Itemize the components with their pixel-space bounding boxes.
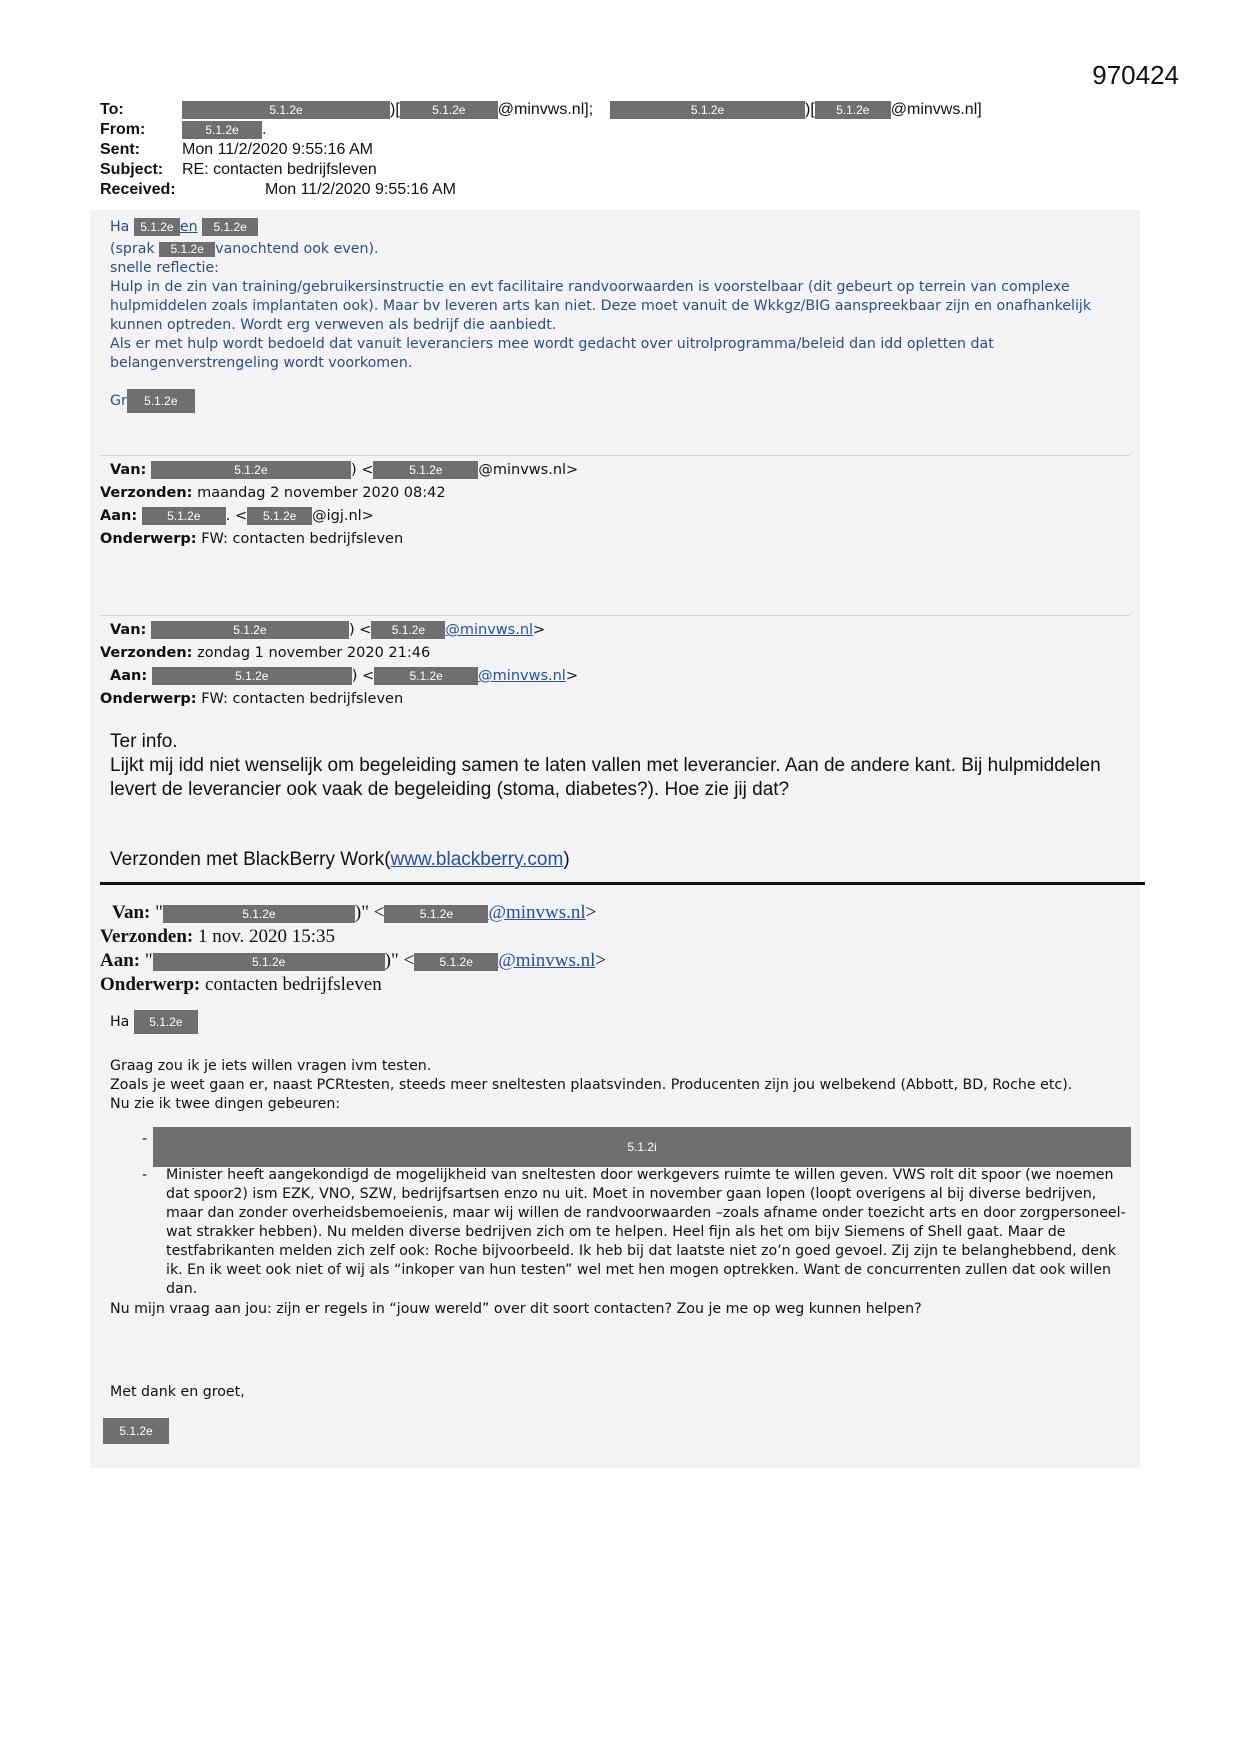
redaction: 5.1.2e [384,905,488,923]
redaction: 5.1.2e [373,461,478,479]
van-separator: )" < [354,902,385,923]
onderwerp-label: Onderwerp: [100,691,197,707]
from-label: From: [100,121,146,138]
fw2-aan [100,665,1130,688]
to-separator: )[ [805,101,815,118]
bullet-dash: - [142,1167,148,1183]
redaction: 5.1.2e [103,1418,169,1444]
redaction: 5.1.2e [202,218,258,236]
redaction: 5.1.2e [247,507,312,525]
greeting-and: en [179,219,198,235]
reply-signoff [110,389,1120,413]
aan-close: > [595,950,607,971]
forward2-headers [100,619,1130,711]
aan-label: Aan: [110,668,148,684]
reply-sprak-line [110,240,1120,259]
to-domain: @minvws.nl] [890,101,982,118]
reply-body [110,218,1120,413]
header-sent [100,140,373,160]
redaction: 5.1.2e [142,507,226,525]
to-separator: )[ [390,101,400,118]
redaction: 5.1.2e [815,101,891,119]
sent-label: Sent: [100,141,140,158]
orig-paragraph-4: Nu mijn vraag aan jou: zijn er regels in “jouw wereld” over dit soort contacten? Zou je me op weg kunnen helpen? [110,1301,922,1317]
redaction: 5.1.2e [371,621,445,639]
orig-closing: Met dank en groet, [110,1384,245,1400]
verzonden-label: Verzonden: [100,926,194,947]
vanochtend-text: vanochtend ook even). [215,241,379,257]
verzonden-value: 1 nov. 2020 15:35 [198,926,336,947]
blackberry-signature [110,848,570,872]
received-value: Mon 11/2/2020 9:55:16 AM [265,181,456,198]
orig-paragraph-3: Nu zie ik twee dingen gebeuren: [110,1096,341,1112]
fw1-aan [100,505,1130,528]
aan-email-link[interactable]: @minvws.nl [478,668,566,684]
signature-prefix: Verzonden met BlackBerry Work( [110,849,391,870]
orig-verzonden [100,925,1140,949]
van-email-link[interactable]: @minvws.nl [488,902,586,923]
orig-greeting [110,1010,198,1034]
aan-separator: )" < [384,950,415,971]
van-label: Van: [112,902,151,923]
fw2-body-line2: Lijkt mij idd niet wenselijk om begeleiding samen te laten vallen met leverancier. Aan de andere kant. Bij hulpmiddelen levert de leverancier ook vaak de begeleiding (stoma, diabetes?). Hoe zie jij dat? [110,755,1101,800]
document-number: 970424 [1092,60,1179,90]
header-to-second [610,100,982,120]
redaction: 5.1.2e [134,1010,198,1034]
fw2-body-line1: Ter info. [110,731,178,752]
fw2-verzonden [100,642,1130,665]
forward2-body [110,730,1110,802]
orig-aan [100,949,1140,973]
onderwerp-label: Onderwerp: [100,974,201,995]
van-domain: @minvws.nl> [478,462,579,478]
separator-line [100,882,1145,885]
fw2-van [100,619,1130,642]
aan-quote: " [144,950,153,971]
van-separator: ) < [350,462,374,478]
verzonden-label: Verzonden: [100,485,193,501]
reply-greeting [110,218,1120,240]
redaction-block: 5.1.2i [153,1127,1131,1167]
onderwerp-value: FW: contacten bedrijfsleven [201,691,404,707]
van-separator: ) < [348,622,372,638]
header-subject [100,160,377,180]
fw1-van [100,459,1130,482]
aan-domain: @igj.nl> [312,508,374,524]
to-domain: @minvws.nl]; [497,101,594,118]
van-close: > [585,902,597,923]
redaction: 5.1.2e [127,389,195,413]
greeting-word: Ha [110,1014,130,1030]
signature-suffix: ) [563,849,570,870]
van-close: > [533,622,546,638]
aan-label: Aan: [100,950,141,971]
redaction: 5.1.2e [151,461,351,479]
redaction: 5.1.2e [610,101,805,119]
redaction: 5.1.2e [152,667,352,685]
aan-email-link[interactable]: @minvws.nl [498,950,596,971]
orig-bullet-2: Minister heeft aangekondigd de mogelijkheid van sneltesten door werkgevers ruimte te willen geven. VWS rolt dit spoor (we noemen dat spoor2) ism EZK, VNO, SZW, bedrijfsartsen enzo nu uit. Moet in november gaan lopen (loopt overigens al bij diverse bedrijven, maar dan zonder overheidsbemoeienis, maar wij willen de randvoorwaarden –zoals afname onder toezicht arts en door zorgpersoneel- wat strakker hebben). Nu melden diverse bedrijven zich om te helpen. Heel fijn als het om bijv Siemens of Shell gaat. Maar de testfabrikanten melden zich zelf ook: Roche bijvoorbeeld. Ik heb bij dat laatste niet zo’n goed gevoel. Zij zijn te belanghebbend, denk ik. En ik weet ook niet of wij als “inkoper van hun testen” wel met hen mogen optrekken. Want de concurrenten zullen dat ook willen dan. [166,1167,1126,1297]
orig-onderwerp [100,973,1140,997]
bullet-dash: - [142,1131,148,1147]
aan-close: > [565,668,578,684]
orig-paragraph-1: Graag zou ik je iets willen vragen ivm testen. [110,1058,432,1074]
verzonden-label: Verzonden: [100,645,193,661]
aan-separator: . < [225,508,248,524]
greeting-word: Ha [110,219,130,235]
van-label: Van: [110,622,147,638]
van-label: Van: [110,462,147,478]
redaction: 5.1.2e [182,121,262,139]
redaction: 5.1.2e [134,218,180,236]
reply-paragraph-1: Hulp in de zin van training/gebruikersinstructie en evt facilitaire randvoorwaarden is voorstelbaar (dit gebeurt op terrein van complexe hulpmiddelen zoals implantaten ook). Maar bv leveren arts kan niet. Deze moet vanuit de Wkkgz/BIG aanspreekbaar zijn en onafhankelijk kunnen optreden. Wordt erg verweven als bedrijf die aanbiedt. [110,279,1092,333]
van-email-link[interactable]: @minvws.nl [445,622,534,638]
redaction: 5.1.2e [182,101,390,119]
redaction: 5.1.2e [159,242,215,257]
redaction: 5.1.2e [151,621,349,639]
verzonden-value: zondag 1 november 2020 21:46 [197,645,431,661]
redaction: 5.1.2e [414,953,498,971]
reply-paragraph-2: Als er met hulp wordt bedoeld dat vanuit leveranciers mee wordt gedacht over uitrolprogramma/beleid dan idd opletten dat belangenverstrengeling wordt voorkomen. [110,336,994,371]
onderwerp-value: FW: contacten bedrijfsleven [201,531,404,547]
aan-label: Aan: [100,508,138,524]
onderwerp-label: Onderwerp: [100,531,197,547]
separator-line [100,455,1130,456]
subject-value: RE: contacten bedrijfsleven [182,161,377,178]
separator-line [100,615,1130,616]
orig-van [100,901,1140,925]
blackberry-link[interactable]: www.blackberry.com [390,849,564,870]
subject-label: Subject: [100,161,164,178]
redaction: 5.1.2e [163,905,355,923]
aan-separator: ) < [351,668,375,684]
onderwerp-value: contacten bedrijfsleven [205,974,382,995]
forward1-headers [100,459,1130,551]
signoff-word: Gr [110,393,127,409]
fw2-onderwerp [100,688,1130,711]
reflectie-line: snelle reflectie: [110,260,219,276]
van-quote: " [155,902,163,923]
to-label: To: [100,101,124,118]
redaction: 5.1.2e [374,667,478,685]
orig-paragraph-2: Zoals je weet gaan er, naast PCRtesten, steeds meer sneltesten plaatsvinden. Producenten zijn jou welbekend (Abbott, BD, Roche etc). [110,1077,1073,1093]
sprak-text: (sprak [110,241,155,257]
fw1-onderwerp [100,528,1130,551]
header-to [100,100,593,120]
sent-value: Mon 11/2/2020 9:55:16 AM [182,141,373,158]
header-received [100,180,456,200]
orig-body [110,1057,1120,1114]
from-dot: . [262,121,267,138]
verzonden-value: maandag 2 november 2020 08:42 [197,485,446,501]
header-from [100,120,266,140]
fw1-verzonden [100,482,1130,505]
redaction: 5.1.2e [400,101,498,119]
received-label: Received: [100,181,176,198]
original-headers [100,901,1140,997]
redaction: 5.1.2e [153,953,385,971]
